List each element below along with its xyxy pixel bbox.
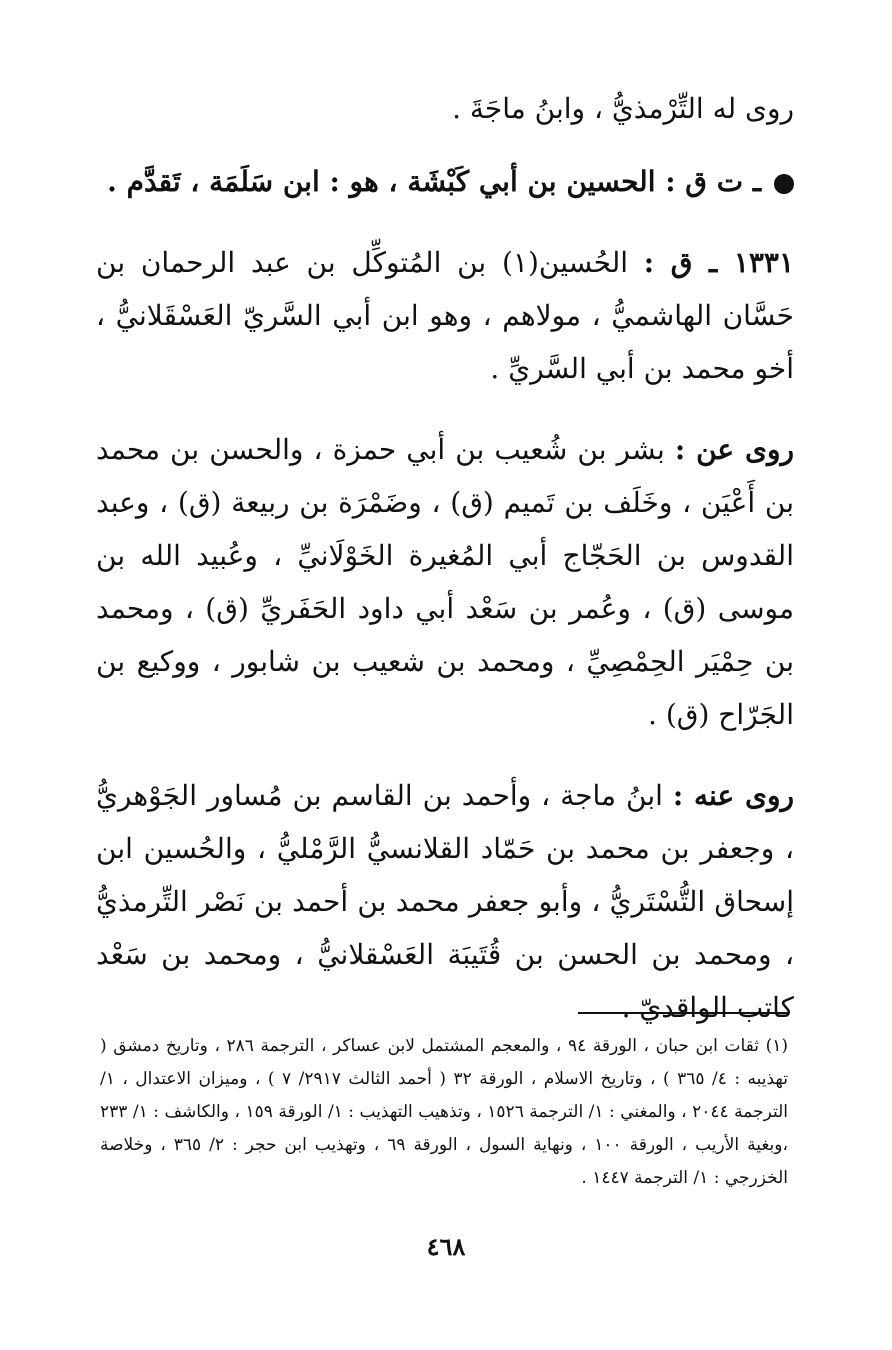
bullet-icon bbox=[774, 174, 794, 194]
entry-top-text: روى له التِّرْمذيُّ ، وابنُ ماجَةَ . bbox=[452, 92, 794, 125]
footnote-1: (١) ثقات ابن حبان ، الورقة ٩٤ ، والمعجم المشتمل لابن عساكر ، الترجمة ٢٨٦ ، وتاريخ دمشق ( تهذيبه : ٤/ ٣٦٥ ) ، وتاريخ الاسلام ، الورقة ٣٢ ( أحمد الثالث ٢٩١٧/ ٧ ) ، وميزان الاعتدال ، ١/ الترجمة ٢٠٤٤ ، والمغني : ١/ الترجمة ١٥٢٦ ، وتذهيب التهذيب : ١/ الورقة ١٥٩ ، والكاشف : ١/ ٢٣٣ ،وبغية الأريب ، الورقة ١٠٠ ، ونهاية السول ، الورقة ٦٩ ، وتهذيب ابن حجر : ٢/ ٣٦٥ ، وخلاصة الخزرجي : ١/ الترجمة ١٤٤٧ . bbox=[100, 1036, 789, 1188]
narrated-from-label: روى عن : bbox=[674, 433, 795, 466]
page-number: ٤٦٨ bbox=[426, 1232, 466, 1261]
narrated-by-section bbox=[96, 769, 794, 1034]
footnotes bbox=[100, 1030, 788, 1195]
entry-top-line bbox=[96, 82, 794, 135]
narrated-by-text: ابنُ ماجة ، وأحمد بن القاسم بن مُساور الجَوْهريُّ ، وجعفر بن محمد بن حَمّاد القلانسيُّ الرَّمْليُّ ، والحُسين ابن إسحاق التُّسْتَريُّ ، وأبو جعفر محمد بن أحمد بن نَصْر التِّرمذيُّ ، ومحمد بن الحسن بن قُتَيبَة العَسْقلانيُّ ، ومحمد بن سَعْد كاتب الواقديّ . bbox=[96, 779, 794, 1024]
narrated-by-label: روى عنه : bbox=[672, 779, 794, 812]
entry-1331 bbox=[96, 236, 794, 395]
narrated-from-section bbox=[96, 423, 794, 741]
entry-1331-text: الحُسين(١) بن المُتوكِّل بن عبد الرحمان بن حَسَّان الهاشميُّ ، مولاهم ، وهو ابن أبي السَّريّ العَسْقَلانيُّ ، أخو محمد بن أبي السَّريِّ . bbox=[96, 246, 794, 385]
narrated-from-text: بشر بن شُعيب بن أبي حمزة ، والحسن بن محمد بن أَعْيَن ، وخَلَف بن تَميم (ق) ، وضَمْرَة بن ربيعة (ق) ، وعبد القدوس بن الحَجّاج أبي المُغيرة الخَوْلَانيِّ ، وعُبيد الله بن موسى (ق) ، وعُمر بن سَعْد أبي داود الحَفَريِّ (ق) ، ومحمد بن حِمْيَر الحِمْصِيِّ ، ومحمد بن شعيب بن شابور ، ووكيع بن الجَرّاح (ق) . bbox=[96, 433, 794, 731]
footnote-divider bbox=[578, 1012, 788, 1014]
cross-reference-text: ـ ت ق : الحسين بن أبي كَبْشَة ، هو : ابن سَلَمَة ، تَقدَّم . bbox=[107, 165, 762, 198]
entry-number: ١٣٣١ ـ ق : bbox=[643, 246, 794, 279]
main-text bbox=[96, 82, 794, 1034]
cross-reference bbox=[96, 155, 794, 208]
